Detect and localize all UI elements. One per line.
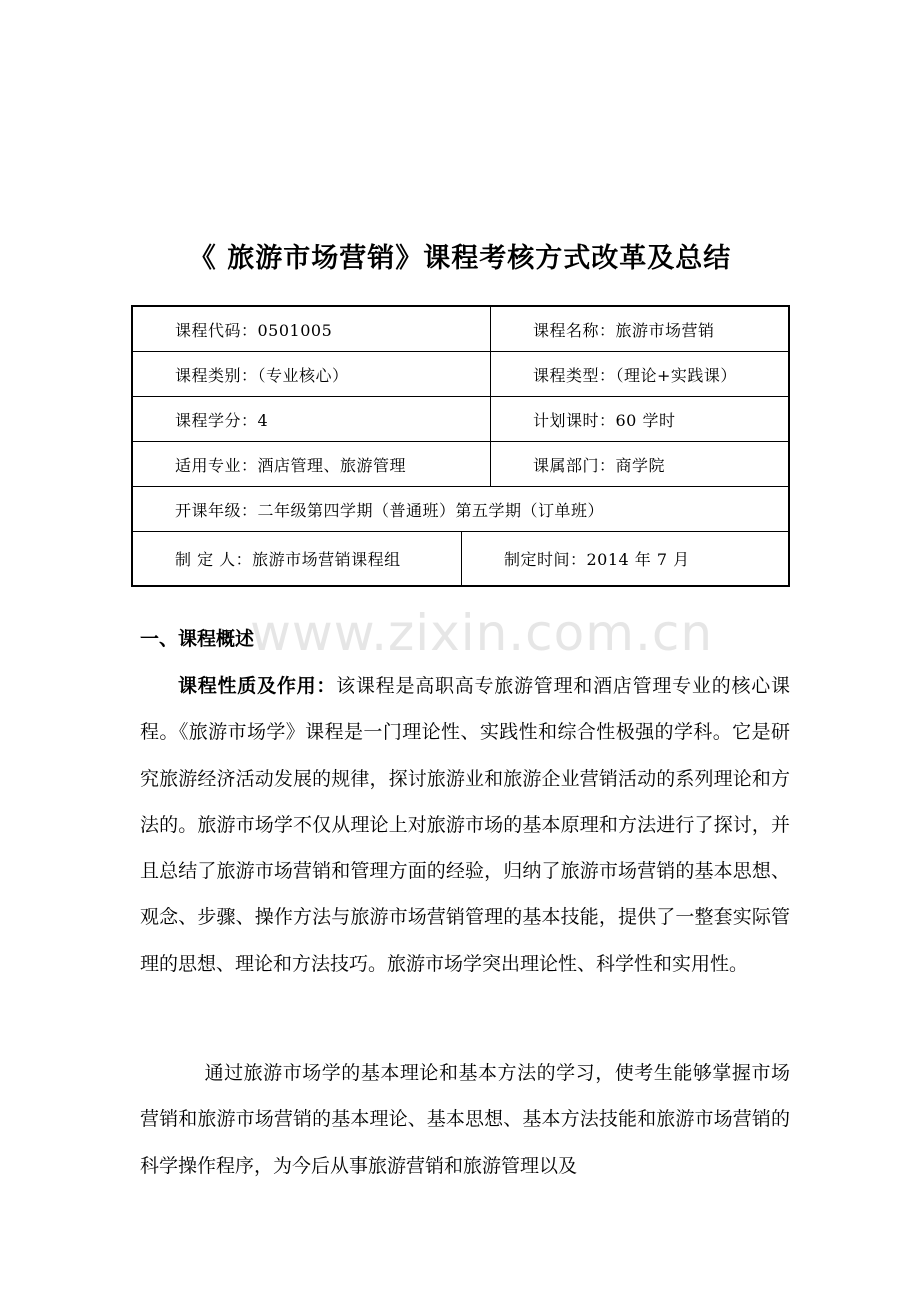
table-row — [133, 532, 788, 585]
applicable-major: 适用专业：酒店管理、旅游管理 — [175, 455, 407, 475]
document-title: 《 旅游市场营销》课程考核方式改革及总结 — [188, 243, 732, 274]
table-row — [133, 352, 788, 397]
date: 制定时间：2014 年 7 月 — [461, 532, 788, 585]
watermark: www.zixin.com.cn — [250, 604, 714, 662]
section-heading: 一、课程概述 — [140, 628, 255, 650]
course-info-table — [131, 305, 790, 587]
paragraph — [140, 1050, 790, 1189]
course-credits: 课程学分：4 — [175, 410, 269, 430]
paragraph-lead: 课程性质及作用： — [178, 675, 337, 697]
paragraph-text: 通过旅游市场学的基本理论和基本方法的学习，使考生能够掌握市场营销和旅游市场营销的基本理论、基本思想、基本方法技能和旅游市场营销的科学操作程序，为今后从事旅游营销和旅游管理以及 — [140, 1062, 790, 1177]
paragraph — [140, 663, 790, 987]
table-row — [133, 442, 788, 487]
planned-hours: 计划课时：60 学时 — [490, 397, 788, 441]
course-name: 课程名称：旅游市场营销 — [490, 307, 788, 351]
course-grade: 开课年级：二年级第四学期（普通班）第五学期（订单班） — [175, 500, 605, 520]
table-row — [133, 397, 788, 442]
table-row — [133, 307, 788, 352]
author: 制 定 人：旅游市场营销课程组 — [175, 550, 401, 569]
course-category: 课程类别：（专业核心） — [175, 365, 349, 385]
paragraph-text: 该课程是高职高专旅游管理和酒店管理专业的核心课程。《旅游市场学》课程是一门理论性、实践性和综合性极强的学科。它是研究旅游经济活动发展的规律，探讨旅游业和旅游企业营销活动的系列理论和方法的。旅游市场学不仅从理论上对旅游市场的基本原理和方法进行了探讨，并且总结了旅游市场营销和管理方面的经验，归纳了旅游市场营销的基本思想、观念、步骤、操作方法与旅游市场营销管理的基本技能，提供了一整套实际管理的思想、理论和方法技巧。旅游市场学突出理论性、科学性和实用性。 — [140, 675, 790, 975]
department: 课属部门：商学院 — [490, 442, 788, 486]
course-type: 课程类型：（理论+实践课） — [490, 352, 788, 396]
table-row — [133, 487, 788, 532]
course-code: 课程代码：0501005 — [175, 320, 333, 340]
